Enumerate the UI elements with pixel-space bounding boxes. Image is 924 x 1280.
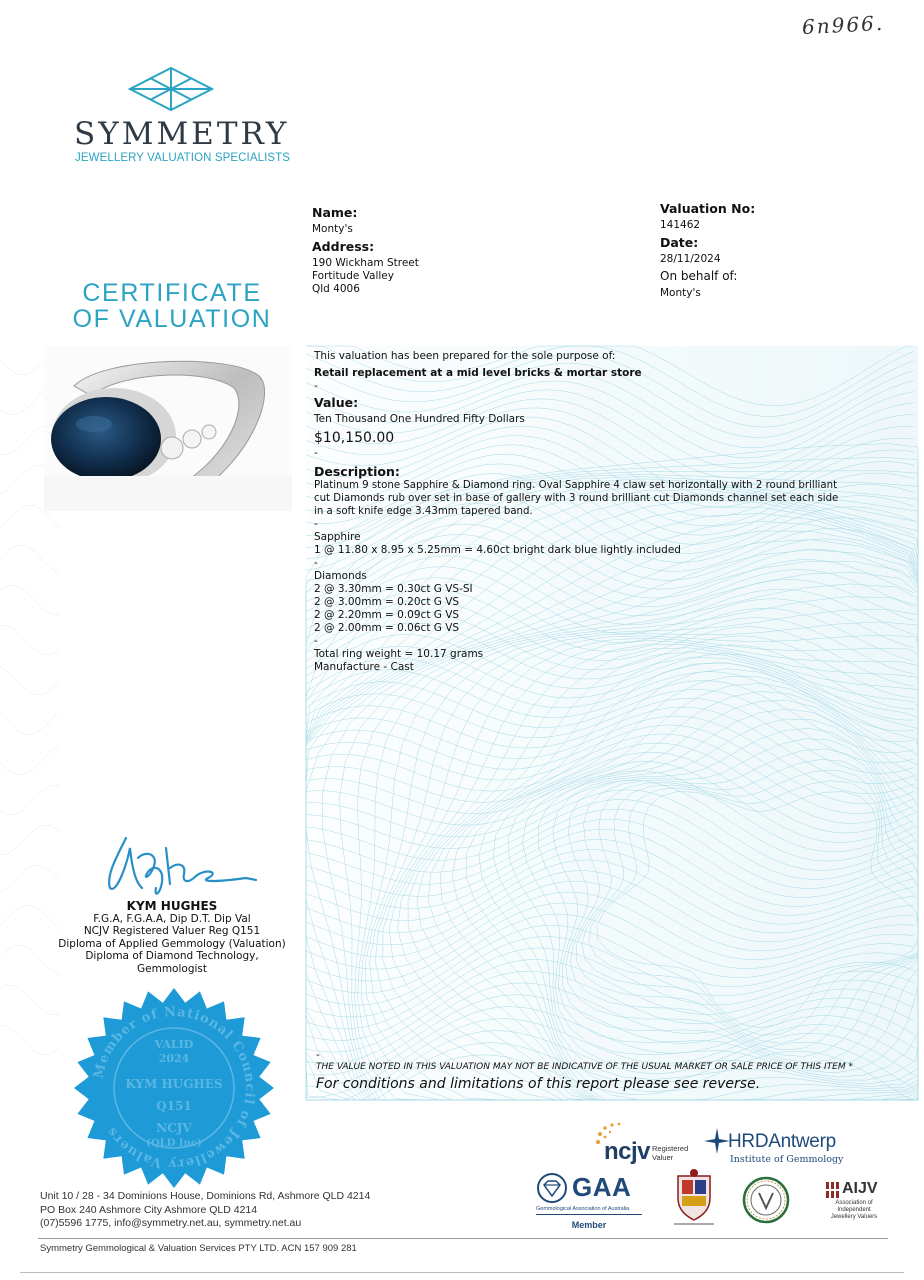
gaa-member: Member (571, 1220, 607, 1230)
dash: - (314, 557, 318, 569)
purpose-intro: This valuation has been prepared for the sole purpose of: (314, 350, 616, 362)
ncjv-sub-line: Valuer (652, 1153, 674, 1162)
ncjv-sub-line: Registered (652, 1144, 689, 1153)
aijv-subtitle (818, 1200, 890, 1221)
address-line: 190 Wickham Street (312, 257, 419, 269)
valuation-number-label: Valuation No: (660, 201, 756, 216)
value-words: Ten Thousand One Hundred Fifty Dollars (314, 413, 525, 425)
brand-tagline: JEWELLERY VALUATION SPECIALISTS (75, 152, 291, 164)
ncjv-logo (592, 1120, 704, 1164)
description-label: Description: (314, 464, 400, 479)
gaa-logo (536, 1170, 648, 1232)
gaa-gem-icon (536, 1172, 568, 1204)
diamond-line: 2 @ 2.20mm = 0.09ct G VS (314, 609, 460, 621)
purpose: Retail replacement at a mid level bricks & mortar store (314, 367, 642, 379)
total-weight: Total ring weight = 10.17 grams (314, 648, 484, 660)
hrd-antwerp-logo (704, 1128, 860, 1168)
description-line: in a soft knife edge 3.43mm tapered band. (314, 506, 533, 517)
valuation-block (660, 201, 755, 300)
dash: - (316, 1049, 320, 1061)
valuer-details (30, 900, 314, 975)
hrd-wordmark: HRDAntwerp (728, 1131, 836, 1152)
gem-a-crest-icon (672, 1168, 716, 1226)
ncjv-subtitle (652, 1144, 688, 1162)
footer-divider (38, 1238, 888, 1239)
address-line: Qld 4006 (312, 283, 360, 295)
description-line: Platinum 9 stone Sapphire & Diamond ring. Oval Sapphire 4 claw set horizontally with 2 round brilliant (314, 480, 838, 491)
diamonds-label: Diamonds (314, 570, 367, 582)
valuation-body (314, 350, 894, 674)
seal-line: Q151 (156, 1099, 192, 1113)
aijv-bars-icon (826, 1182, 840, 1198)
seal-ring-text: Member of National Council of Jewellery Valuers (91, 1004, 258, 1172)
value-label: Value: (314, 395, 359, 410)
valuers-institute-badge-icon (742, 1176, 790, 1224)
dash: - (314, 635, 318, 647)
symmetry-logo-icon (128, 66, 214, 112)
gaa-wordmark: GAA (572, 1172, 632, 1202)
sapphire-detail: 1 @ 11.80 x 8.95 x 5.25mm = 4.60ct bright dark blue lightly included (314, 544, 681, 556)
dash: - (314, 518, 318, 530)
address-label: Address: (312, 239, 375, 254)
aijv-sub-line: Association of (835, 1200, 873, 1206)
valuer-name: KYM HUGHES (126, 899, 218, 913)
footer-address (40, 1190, 370, 1231)
aijv-logo (818, 1180, 890, 1226)
description-line: cut Diamonds rub over set in base of gallery with 3 round brilliant cut Diamonds channel set each side (314, 493, 839, 504)
value-amount: $10,150.00 (314, 430, 395, 446)
valuer-credential: Gemmologist (137, 962, 207, 975)
valuation-number: 141462 (660, 219, 701, 231)
valuer-credential: Diploma of Applied Gemmology (Valuation) (58, 937, 286, 950)
seal-line: (QLD Inc) (146, 1138, 202, 1149)
valuer-credential: F.G.A, F.G.A.A, Dip D.T. Dip Val (93, 912, 251, 925)
company-info: Symmetry Gemmological & Valuation Services PTY LTD. ACN 157 909 281 (40, 1243, 357, 1254)
ncjv-seal (72, 986, 276, 1190)
dash: - (314, 380, 318, 392)
aijv-sub-line: Independent (837, 1207, 871, 1213)
name-label: Name: (312, 205, 358, 220)
gaa-subtitle: Gemmological Association of Australia (536, 1206, 630, 1212)
address-line: PO Box 240 Ashmore City Ashmore QLD 4214 (40, 1203, 258, 1216)
certificate-title-line-2: OF VALUATION (72, 305, 272, 333)
valuer-signature (96, 828, 266, 900)
certificate-title-line-1: CERTIFICATE (82, 279, 262, 307)
client-block (312, 205, 419, 296)
gaa-divider (536, 1214, 642, 1215)
valuer-credential: Diploma of Diamond Technology, (85, 950, 259, 962)
handwritten-note: 6n966. (801, 10, 885, 40)
dash: - (314, 447, 318, 459)
date-label: Date: (660, 235, 699, 250)
address-line: (07)5596 1775, info@symmetry.net.au, symmetry.net.au (40, 1217, 302, 1229)
address-line: Fortitude Valley (312, 270, 394, 282)
hrd-subtitle: Institute of Gemmology (730, 1154, 844, 1165)
manufacture: Manufacture - Cast (314, 661, 414, 673)
seal-line: NCJV (156, 1121, 192, 1135)
ncjv-wordmark: ncjv (604, 1138, 651, 1165)
seal-line: 2024 (158, 1052, 190, 1065)
value-disclaimer: THE VALUE NOTED IN THIS VALUATION MAY NOT BE INDICATIVE OF THE USUAL MARKET OR SALE PRICE OF THIS ITEM * (316, 1062, 853, 1072)
diamond-line: 2 @ 3.30mm = 0.30ct G VS-SI (314, 583, 473, 595)
aijv-wordmark: AIJV (842, 1180, 878, 1197)
address-line: Unit 10 / 28 - 34 Dominions House, Dominions Rd, Ashmore QLD 4214 (40, 1190, 371, 1202)
seal-line: VALID (154, 1038, 194, 1051)
behalf-value: Monty's (660, 287, 701, 299)
valuation-date: 28/11/2024 (660, 253, 721, 265)
sapphire-label: Sapphire (314, 531, 361, 543)
valuer-credential: NCJV Registered Valuer Reg Q151 (83, 925, 261, 937)
description (314, 479, 894, 518)
client-address (312, 257, 419, 296)
brand-name: SYMMETRY (74, 116, 290, 152)
hrd-star-icon (704, 1128, 730, 1154)
ring-photo (44, 346, 292, 511)
diamond-line: 2 @ 3.00mm = 0.20ct G VS (314, 596, 460, 608)
seal-line: KYM HUGHES (125, 1077, 223, 1091)
client-name: Monty's (312, 223, 353, 235)
behalf-label: On behalf of: (660, 269, 738, 283)
conditions-note: For conditions and limitations of this report please see reverse. (316, 1076, 761, 1092)
page-bottom-divider (20, 1272, 904, 1273)
aijv-sub-line: Jewellery Valuers (830, 1214, 878, 1220)
certificate-title (60, 280, 284, 332)
diamond-line: 2 @ 2.00mm = 0.06ct G VS (314, 622, 460, 634)
